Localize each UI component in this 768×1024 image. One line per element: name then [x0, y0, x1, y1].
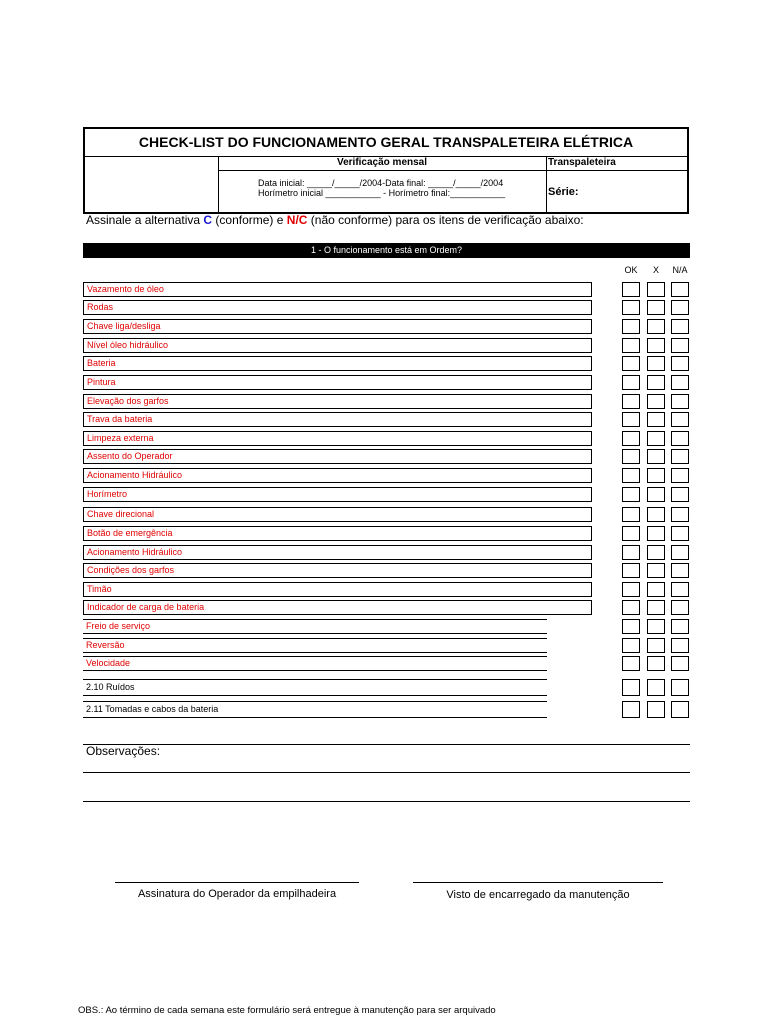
na-checkbox[interactable] [671, 600, 689, 615]
checklist-item: Acionamento Hidráulico [83, 468, 592, 483]
x-checkbox[interactable] [647, 319, 665, 334]
na-checkbox[interactable] [671, 375, 689, 390]
ok-checkbox[interactable] [622, 300, 640, 315]
x-checkbox[interactable] [647, 600, 665, 615]
x-checkbox[interactable] [647, 338, 665, 353]
form-title: CHECK-LIST DO FUNCIONAMENTO GERAL TRANSPALETEIRA ELÉTRICA [83, 127, 689, 157]
ok-checkbox[interactable] [622, 545, 640, 560]
instruction-c: C [203, 213, 213, 227]
x-checkbox[interactable] [647, 282, 665, 297]
serie-label: Série: [548, 186, 579, 198]
ok-checkbox[interactable] [622, 600, 640, 615]
x-checkbox[interactable] [647, 582, 665, 597]
checklist-item: Acionamento Hidráulico [83, 545, 592, 560]
instruction-part-3: (não conforme) para os itens de verificação abaixo: [307, 213, 584, 227]
na-checkbox[interactable] [671, 468, 689, 483]
x-checkbox[interactable] [647, 356, 665, 371]
ok-checkbox[interactable] [622, 526, 640, 541]
x-checkbox[interactable] [647, 449, 665, 464]
observations-line-top [83, 744, 690, 745]
x-checkbox[interactable] [647, 656, 665, 671]
checklist-item: Rodas [83, 300, 592, 315]
checklist-item: Chave direcional [83, 507, 592, 522]
operator-signature-label: Assinatura do Operador da empilhadeira [137, 888, 337, 900]
ok-checkbox[interactable] [622, 582, 640, 597]
checklist-item: Bateria [83, 356, 592, 371]
verification-label: Verificação mensal [336, 157, 428, 168]
na-checkbox[interactable] [671, 582, 689, 597]
x-checkbox[interactable] [647, 526, 665, 541]
x-checkbox[interactable] [647, 619, 665, 634]
x-checkbox[interactable] [647, 679, 665, 696]
ok-checkbox[interactable] [622, 619, 640, 634]
section-title: 1 - O funcionamento está em Ordem? [83, 243, 690, 258]
ok-checkbox[interactable] [622, 507, 640, 522]
x-checkbox[interactable] [647, 487, 665, 502]
column-na: N/A [672, 265, 688, 275]
na-checkbox[interactable] [671, 282, 689, 297]
x-checkbox[interactable] [647, 563, 665, 578]
observations-line-1[interactable] [83, 772, 690, 773]
instruction-part-1: Assinale a alternativa [86, 213, 204, 227]
checklist-item: Limpeza externa [83, 431, 592, 446]
ok-checkbox[interactable] [622, 412, 640, 427]
header-row-divider [218, 170, 689, 171]
instruction-nc: N/C [286, 213, 308, 227]
checklist-item: Assento do Operador [83, 449, 592, 464]
checklist-item: Botão de emergência [83, 526, 592, 541]
header-divider-right [546, 156, 547, 214]
x-checkbox[interactable] [647, 375, 665, 390]
x-checkbox[interactable] [647, 638, 665, 653]
na-checkbox[interactable] [671, 545, 689, 560]
checklist-item: Freio de serviço [83, 619, 547, 634]
checklist-item: 2.11 Tomadas e cabos da bateria [83, 701, 547, 718]
observations-line-2[interactable] [83, 801, 690, 802]
x-checkbox[interactable] [647, 468, 665, 483]
x-checkbox[interactable] [647, 507, 665, 522]
ok-checkbox[interactable] [622, 638, 640, 653]
na-checkbox[interactable] [671, 356, 689, 371]
ok-checkbox[interactable] [622, 394, 640, 409]
na-checkbox[interactable] [671, 431, 689, 446]
checklist-item: Reversão [83, 638, 547, 653]
x-checkbox[interactable] [647, 545, 665, 560]
ok-checkbox[interactable] [622, 282, 640, 297]
checklist-item: Elevação dos garfos [83, 394, 592, 409]
ok-checkbox[interactable] [622, 656, 640, 671]
ok-checkbox[interactable] [622, 449, 640, 464]
x-checkbox[interactable] [647, 701, 665, 718]
footer-note: OBS.: Ao término de cada semana este formulário será entregue à manutenção para ser arquivado [78, 1005, 496, 1016]
ok-checkbox[interactable] [622, 487, 640, 502]
ok-checkbox[interactable] [622, 701, 640, 718]
na-checkbox[interactable] [671, 526, 689, 541]
x-checkbox[interactable] [647, 412, 665, 427]
x-checkbox[interactable] [647, 300, 665, 315]
checklist-item: Timão [83, 582, 592, 597]
observations-label: Observações: [86, 744, 161, 758]
ok-checkbox[interactable] [622, 468, 640, 483]
ok-checkbox[interactable] [622, 375, 640, 390]
checklist-item: 2.10 Ruídos [83, 679, 547, 696]
checklist-item: Condições dos garfos [83, 563, 592, 578]
dates-line-2: Horímetro inicial ___________ - Horímetro final:___________ [258, 188, 506, 198]
na-checkbox[interactable] [671, 679, 689, 696]
checklist-item: Vazamento de óleo [83, 282, 592, 297]
x-checkbox[interactable] [647, 394, 665, 409]
ok-checkbox[interactable] [622, 431, 640, 446]
instruction-text [86, 213, 584, 227]
na-checkbox[interactable] [671, 412, 689, 427]
ok-checkbox[interactable] [622, 679, 640, 696]
checklist-item: Pintura [83, 375, 592, 390]
na-checkbox[interactable] [671, 563, 689, 578]
instruction-part-2: (conforme) e [212, 213, 287, 227]
checklist-item: Horímetro [83, 487, 592, 502]
maintenance-signature-label: Visto de encarregado da manutenção [446, 889, 630, 901]
na-checkbox[interactable] [671, 619, 689, 634]
na-checkbox[interactable] [671, 638, 689, 653]
checklist-item: Nível óleo hidráulico [83, 338, 592, 353]
na-checkbox[interactable] [671, 394, 689, 409]
column-x: X [652, 265, 659, 275]
dates-line-1: Data inicial: _____/_____/2004-Data final: _____/_____/2004 [258, 178, 504, 188]
na-checkbox[interactable] [671, 487, 689, 502]
x-checkbox[interactable] [647, 431, 665, 446]
na-checkbox[interactable] [671, 319, 689, 334]
na-checkbox[interactable] [671, 338, 689, 353]
na-checkbox[interactable] [671, 300, 689, 315]
operator-signature-line[interactable] [115, 882, 359, 883]
na-checkbox[interactable] [671, 507, 689, 522]
machine-label: Transpaleteira [548, 157, 616, 168]
checklist-item: Chave liga/desliga [83, 319, 592, 334]
na-checkbox[interactable] [671, 656, 689, 671]
checklist-item: Indicador de carga de bateria [83, 600, 592, 615]
checklist-item: Trava da bateria [83, 412, 592, 427]
ok-checkbox[interactable] [622, 338, 640, 353]
na-checkbox[interactable] [671, 701, 689, 718]
ok-checkbox[interactable] [622, 563, 640, 578]
checklist-item: Velocidade [83, 656, 547, 671]
na-checkbox[interactable] [671, 449, 689, 464]
column-ok: OK [624, 265, 638, 275]
ok-checkbox[interactable] [622, 319, 640, 334]
maintenance-signature-line[interactable] [413, 882, 663, 883]
ok-checkbox[interactable] [622, 356, 640, 371]
